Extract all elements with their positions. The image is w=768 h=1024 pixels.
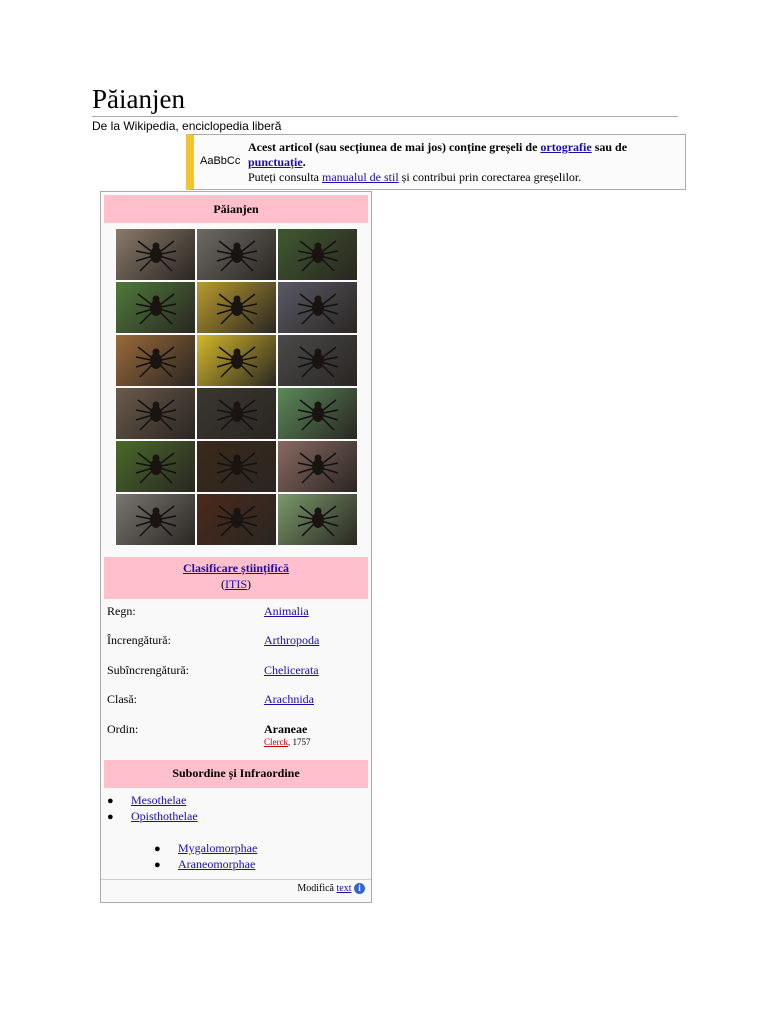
page-title: Păianjen bbox=[92, 84, 185, 114]
page-tagline: De la Wikipedia, enciclopedia liberă bbox=[92, 119, 282, 133]
spider-photo[interactable] bbox=[116, 441, 195, 492]
spider-photo[interactable] bbox=[278, 335, 357, 386]
spider-icon bbox=[116, 282, 195, 333]
taxon-rank-label: Încrengătură: bbox=[107, 633, 171, 647]
spider-icon bbox=[278, 388, 357, 439]
infraorder-link[interactable]: Araneomorphae bbox=[178, 857, 256, 871]
taxon-authority: Clerck, 1757 bbox=[264, 737, 311, 747]
info-icon[interactable]: i bbox=[354, 883, 365, 894]
spider-photo[interactable] bbox=[197, 441, 276, 492]
spider-photo[interactable] bbox=[116, 282, 195, 333]
taxon-value-link[interactable]: Arachnida bbox=[264, 692, 314, 706]
bullet-icon: ● bbox=[107, 811, 114, 823]
classification-link[interactable]: Clasificare științifică bbox=[182, 561, 290, 575]
spider-photo[interactable] bbox=[197, 229, 276, 280]
itis-link[interactable]: ITIS bbox=[225, 577, 247, 591]
bullet-icon: ● bbox=[154, 843, 161, 855]
notice-line1: Acest articol (sau secțiunea de mai jos) conține greșeli de ortografie sau de punctuație. bbox=[248, 140, 628, 169]
taxon-row-phylum bbox=[107, 633, 367, 655]
spider-photo[interactable] bbox=[197, 494, 276, 545]
taxon-value-link[interactable]: Arthropoda bbox=[264, 633, 320, 647]
authority-link[interactable]: Clerck bbox=[264, 737, 288, 747]
spider-icon bbox=[278, 282, 357, 333]
infraorder-link[interactable]: Mygalomorphae bbox=[178, 841, 258, 855]
taxon-row-subphylum bbox=[107, 663, 367, 685]
spider-icon bbox=[197, 388, 276, 439]
taxon-value-link[interactable]: Animalia bbox=[264, 604, 309, 618]
spider-icon bbox=[197, 335, 276, 386]
taxon-rank-label: Subîncrengătură: bbox=[107, 663, 189, 677]
spider-icon bbox=[116, 229, 195, 280]
spider-photo[interactable] bbox=[116, 494, 195, 545]
taxon-value-link[interactable]: Chelicerata bbox=[264, 663, 319, 677]
spider-icon bbox=[278, 441, 357, 492]
taxobox bbox=[100, 191, 372, 903]
orthography-link[interactable]: ortografie bbox=[540, 140, 592, 154]
edit-text-link[interactable]: text bbox=[336, 883, 352, 894]
spider-icon bbox=[197, 494, 276, 545]
edit-footer: Modifică text i bbox=[297, 883, 365, 894]
suborder-header: Subordine și Infraordine bbox=[104, 760, 368, 788]
spider-photo[interactable] bbox=[116, 335, 195, 386]
notice-text: Acest articol (sau secțiunea de mai jos) conține greșeli de ortografie sau de punctuație. Puteți consulta manualul de stil și contribui prin corectarea greșelilor. bbox=[248, 140, 628, 184]
taxon-value: Araneae bbox=[264, 722, 308, 736]
spider-photo[interactable] bbox=[197, 388, 276, 439]
spider-photo[interactable] bbox=[197, 335, 276, 386]
spider-icon bbox=[116, 335, 195, 386]
spider-icon bbox=[116, 494, 195, 545]
spider-photo[interactable] bbox=[278, 494, 357, 545]
spider-photo[interactable] bbox=[278, 441, 357, 492]
text-style-icon: AaBbCc bbox=[200, 155, 241, 167]
taxon-row-class bbox=[107, 692, 367, 714]
spider-icon bbox=[278, 335, 357, 386]
spider-photo[interactable] bbox=[278, 282, 357, 333]
taxon-rank-label: Regn: bbox=[107, 604, 136, 618]
taxon-rank-label: Clasă: bbox=[107, 692, 137, 706]
bullet-icon: ● bbox=[107, 795, 114, 807]
suborder-link[interactable]: Mesothelae bbox=[131, 793, 187, 807]
spider-icon bbox=[197, 229, 276, 280]
spider-icon bbox=[116, 388, 195, 439]
taxon-row-order bbox=[107, 722, 367, 744]
spider-photo[interactable] bbox=[197, 282, 276, 333]
taxobox-title: Păianjen bbox=[104, 195, 368, 223]
cleanup-notice bbox=[186, 134, 686, 190]
spider-icon bbox=[197, 441, 276, 492]
bullet-icon: ● bbox=[154, 859, 161, 871]
spider-photo[interactable] bbox=[116, 229, 195, 280]
taxon-rank-label: Ordin: bbox=[107, 722, 139, 736]
spider-icon bbox=[116, 441, 195, 492]
spider-image-gallery bbox=[116, 229, 357, 545]
spider-photo[interactable] bbox=[278, 229, 357, 280]
spider-photo[interactable] bbox=[278, 388, 357, 439]
spider-icon bbox=[278, 494, 357, 545]
spider-photo[interactable] bbox=[116, 388, 195, 439]
title-divider bbox=[92, 116, 678, 117]
punctuation-link[interactable]: punctuație bbox=[248, 155, 303, 169]
spider-icon bbox=[278, 229, 357, 280]
taxon-row-regn bbox=[107, 604, 367, 626]
suborder-link[interactable]: Opisthothelae bbox=[131, 809, 198, 823]
itis-reference: (ITIS) bbox=[221, 577, 251, 591]
footer-divider bbox=[101, 879, 371, 880]
style-manual-link[interactable]: manualul de stil bbox=[322, 170, 399, 184]
spider-icon bbox=[197, 282, 276, 333]
classification-header bbox=[104, 557, 368, 599]
